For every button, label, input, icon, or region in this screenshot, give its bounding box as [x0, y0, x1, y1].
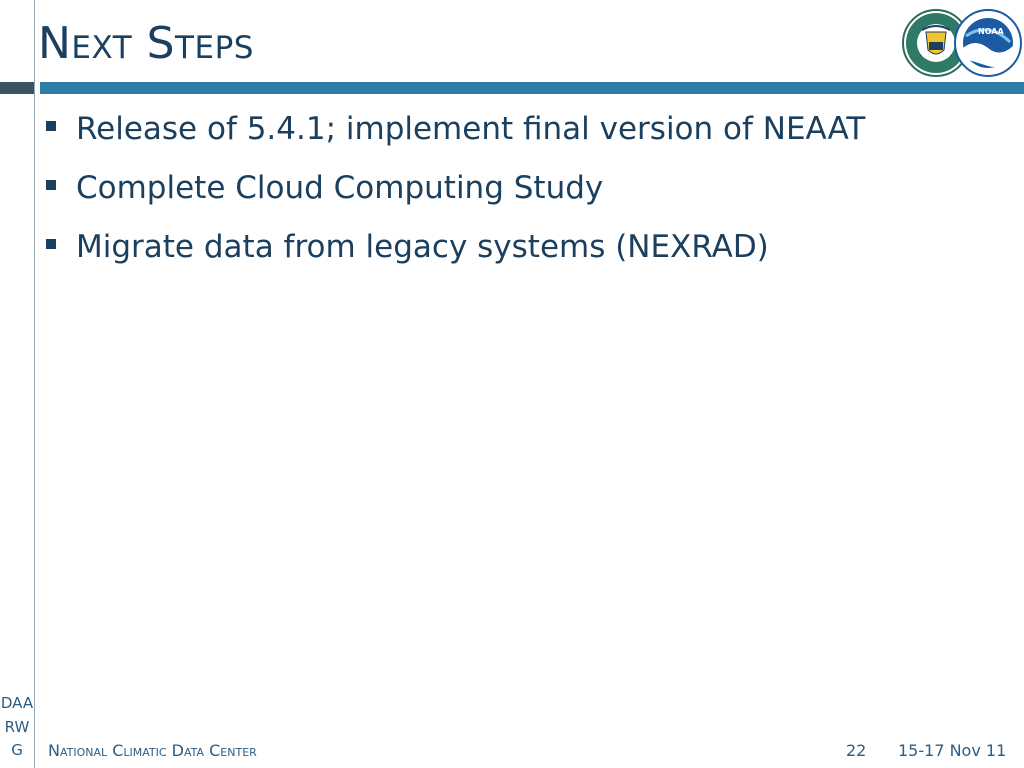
side-label-line-1: DAA — [0, 694, 34, 712]
square-bullet-icon — [46, 180, 56, 190]
footer-organization: National Climatic Data Center — [48, 741, 257, 760]
bullet-item — [46, 108, 865, 150]
noaa-logo-text: NOAA — [978, 27, 1004, 36]
footer-date: 15-17 Nov 11 — [898, 741, 1007, 760]
left-vertical-rule — [34, 0, 35, 768]
square-bullet-icon — [46, 121, 56, 131]
side-label-line-2: RW — [4, 718, 30, 736]
square-bullet-icon — [46, 239, 56, 249]
bullet-item — [46, 226, 865, 268]
noaa-logo-icon — [955, 10, 1021, 76]
title-divider — [40, 82, 1024, 94]
bullet-item — [46, 167, 865, 209]
footer-page-number: 22 — [846, 741, 867, 760]
bullet-text: Release of 5.4.1; implement final version of NEAAT — [76, 111, 866, 147]
bullet-text: Migrate data from legacy systems (NEXRAD) — [76, 229, 769, 265]
slide-title: Next Steps — [38, 18, 254, 69]
bullet-list — [46, 108, 865, 285]
logo-group — [900, 8, 1024, 78]
bullet-text: Complete Cloud Computing Study — [76, 170, 604, 206]
side-label-line-3: G — [11, 741, 23, 759]
title-divider-left — [0, 82, 34, 94]
